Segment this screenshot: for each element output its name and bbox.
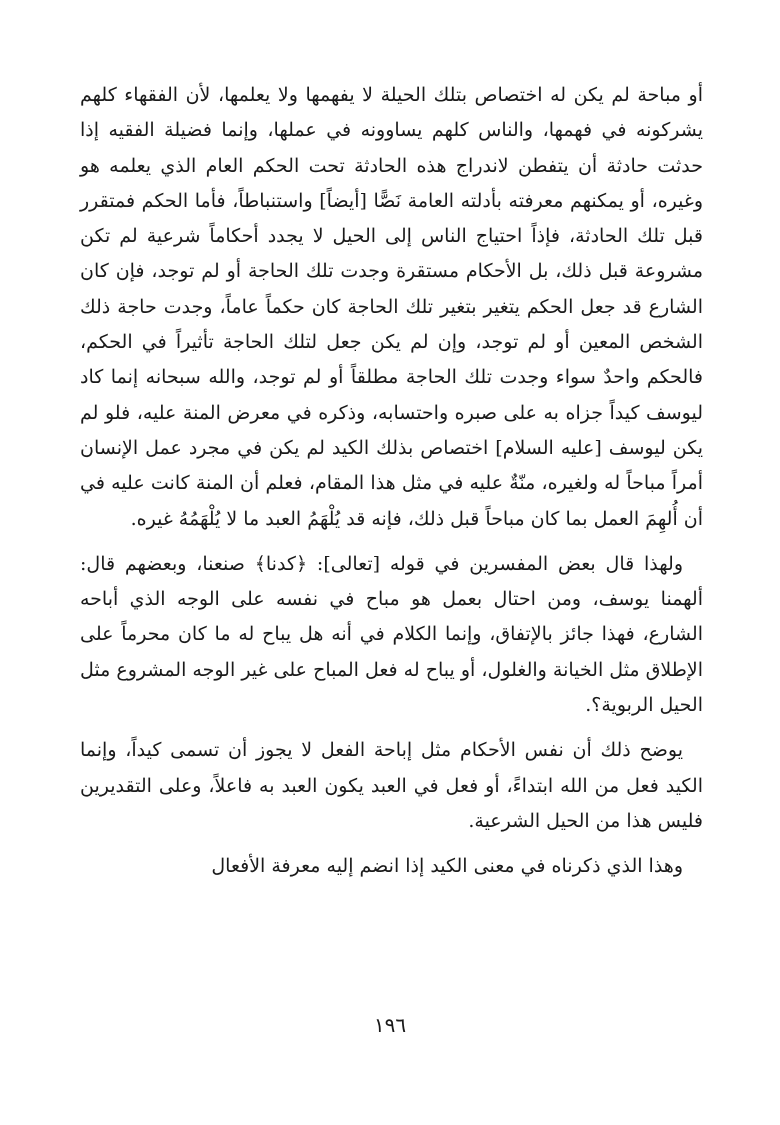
paragraph-4: وهذا الذي ذكرناه في معنى الكيد إذا انضم إليه معرفة الأفعال xyxy=(211,855,683,878)
page-number: ١٩٦ xyxy=(373,1013,407,1037)
paragraph-3: يوضح ذلك أن نفس الأحكام مثل إباحة الفعل لا يجوز أن تسمى كيداً، وإنما الكيد فعل من الله ابتداءً، أو فعل في العبد يكون العبد به فاعلاً، وعلى التقديرين فليس هذا من الحيل الشرعية. xyxy=(80,739,703,832)
paragraph-1: أو مباحة لم يكن له اختصاص بتلك الحيلة لا يفهمها ولا يعلمها، لأن الفقهاء كلهم يشركونه في فهمها، والناس كلهم يساوونه في عملها، وإنما فضيلة الفقيه إذا حدثت حادثة أن يتفطن لاندراج هذه الحادثة تحت الحكم العام الذي يعلمه هو وغيره، أو يمكنهم معرفته بأدلته العامة نَصًّا [أيضاً] واستنباطاً، فأما الحكم فمتقرر قبل تلك الحادثة، فإذاً احتياج الناس إلى الحيل لا يجدد أحكاماً شرعية لم تكن مشروعة قبل ذلك، بل الأحكام مستقرة وجدت تلك الحاجة أو لم توجد، فإن كان الشارع قد جعل الحكم يتغير بتغير تلك الحاجة كان حكماً عاماً، وجدت حاجة ذلك الشخص المعين أو لم توجد، وإن لم يكن جعل لتلك الحاجة تأثيراً في الحكم، فالحكم واحدٌ سواء وجدت تلك الحاجة مطلقاً أو لم توجد، والله سبحانه إنما كاد ليوسف كيداً جزاه به على صبره واحتسابه، وذكره في معرض المنة عليه، فلو لم يكن ليوسف [عليه السلام] اختصاص بذلك الكيد لم يكن في مجرد عمل الإنسان أمراً مباحاً له ولغيره، منّةٌ عليه في مثل هذا المقام، فعلم أن المنة كانت عليه في أن أُلهِمَ العمل بما كان مباحاً قبل ذلك، فإنه قد يُلْهَمُ العبد ما لا يُلْهَمُهُ غيره. xyxy=(80,84,703,530)
paragraph-2: ولهذا قال بعض المفسرين في قوله [تعالى]: ﴿كدنا﴾ صنعنا، وبعضهم قال: ألهمنا يوسف، ومن احتال بعمل هو مباح في نفسه على الوجه الذي أباحه الشارع، فهذا جائز بالإتفاق، وإنما الكلام في أنه هل يباح له ما كان محرماً على الإطلاق مثل الخيانة والغلول، أو يباح له فعل المباح على غير الوجه المشروع مثل الحيل الربوية؟. xyxy=(80,552,703,717)
page-body xyxy=(80,78,703,885)
